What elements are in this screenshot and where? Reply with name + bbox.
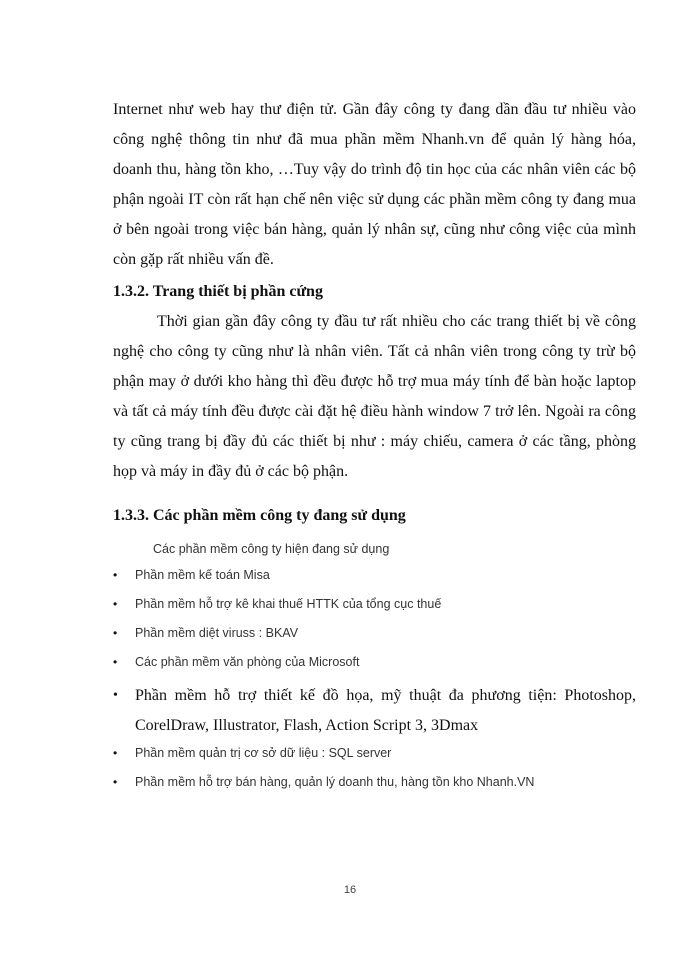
paragraph-internet: Internet như web hay thư điện tử. Gần đây công ty đang dần đầu tư nhiều vào công nghệ thông tin như đã mua phần mềm Nhanh.vn để quản lý hàng hóa, doanh thu, hàng tồn kho, …Tuy vậy do trình độ tin học của các nhân viên các bộ phận ngoài IT còn rất hạn chế nên việc sử dụng các phần mềm công ty đang mua ở bên ngoài trong việc bán hàng, quản lý nhân sự, cũng như công việc của mình còn gặp rất nhiều vấn đề. (113, 101, 636, 268)
list-item (113, 743, 636, 763)
list-item (113, 772, 636, 792)
list-item-text: Phần mềm kế toán Misa (135, 568, 270, 582)
page-number: 16 (343, 884, 357, 896)
paragraph-hardware: Thời gian gần đây công ty đầu tư rất nhiều cho các trang thiết bị về công nghệ cho công ty cũng như là nhân viên. Tất cả nhân viên trong công ty trừ bộ phận may ở dưới kho hàng thì đều được hỗ trợ mua máy tính để bàn hoặc laptop và tất cả máy tính đều được cài đặt hệ điều hành window 7 trở lên. Ngoài ra công ty cũng trang bị đầy đủ các thiết bị như : máy chiếu, camera ở các tầng, phòng họp và máy in đầy đủ ở các bộ phận. (113, 313, 636, 480)
page-content (113, 95, 636, 801)
list-item (113, 623, 636, 643)
list-item-text: Phần mềm hỗ trợ thiết kế đồ họa, mỹ thuật đa phương tiện: Photoshop, CorelDraw, Illustrator, Flash, Action Script 3, 3Dmax (135, 687, 636, 734)
list-item (113, 681, 636, 741)
list-item (113, 652, 636, 672)
heading-software: 1.3.3. Các phần mềm công ty đang sử dụng (113, 507, 406, 524)
list-item-text: Phần mềm hỗ trợ kê khai thuế HTTK của tổng cục thuế (135, 597, 442, 611)
bullet-icon: • (113, 688, 118, 703)
bullet-icon: • (113, 655, 118, 669)
list-item-text: Phần mềm quản trị cơ sở dữ liệu : SQL server (135, 746, 392, 760)
list-item-text: Các phần mềm văn phòng của Microsoft (135, 655, 360, 669)
list-item (113, 565, 636, 585)
bullet-icon: • (113, 626, 118, 640)
list-item-text: Phần mềm diệt viruss : BKAV (135, 626, 299, 640)
list-item (113, 594, 636, 614)
software-list (113, 565, 636, 792)
list-item-text: Phần mềm hỗ trợ bán hàng, quản lý doanh thu, hàng tồn kho Nhanh.VN (135, 775, 535, 789)
bullet-icon: • (113, 746, 118, 760)
heading-hardware: 1.3.2. Trang thiết bị phần cứng (113, 283, 323, 300)
software-intro: Các phần mềm công ty hiện đang sử dụng (153, 542, 390, 556)
bullet-icon: • (113, 568, 118, 582)
bullet-icon: • (113, 597, 118, 611)
bullet-icon: • (113, 775, 118, 789)
